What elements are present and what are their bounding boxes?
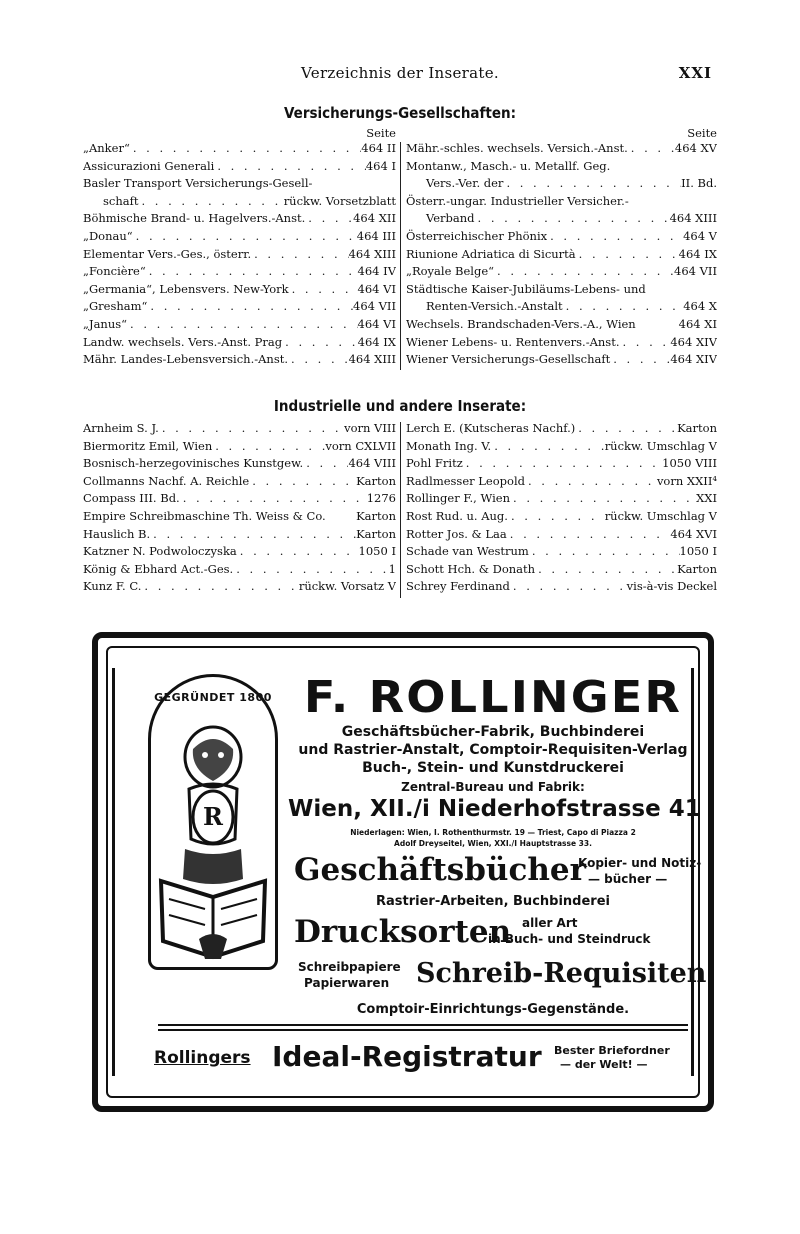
leader-dots: [475, 210, 670, 228]
index-entry: [406, 334, 717, 352]
entry-name: Basler Transport Versicherungs-Gesell-: [83, 176, 313, 191]
entry-page: 464 XIII: [348, 352, 396, 367]
entry-page: rückw. Umschlag V: [604, 438, 717, 453]
leader-dots: [510, 578, 627, 596]
entry-page: 1050 I: [358, 544, 396, 559]
advert-line-1: Geschäftsbücher-Fabrik, Buchbinderei: [341, 724, 645, 740]
leader-dots: [212, 438, 325, 456]
entry-name: Empire Schreibmaschine Th. Weiss & Co.: [83, 508, 326, 523]
index-entry: [406, 526, 717, 544]
index-entry: [83, 420, 396, 438]
leader-dots: [146, 263, 358, 281]
entry-page: 464 XIV: [670, 352, 717, 367]
index-entry: [83, 351, 396, 369]
entry-name: König & Ebhard Act.-Ges.: [83, 561, 234, 576]
leader-dots: [529, 543, 680, 561]
industrial-left-column: [83, 420, 396, 596]
index-entry: [406, 298, 717, 316]
entry-page: 1: [388, 561, 396, 576]
insurance-right-list: [406, 140, 717, 369]
entry-page: vorn XXII⁴: [656, 473, 717, 488]
leader-dots: [491, 438, 604, 456]
entry-name: Arnheim S. J.: [83, 421, 159, 435]
entry-name: „Anker“: [83, 141, 130, 155]
leader-dots: [150, 526, 356, 544]
advert-line-2: und Rastrier-Anstalt, Comptoir-Requisiten-Verlag: [298, 742, 688, 758]
index-entry: [83, 246, 396, 264]
advert-address: Wien, XII./i Niederhofstrasse 41: [288, 796, 701, 822]
advert-branches-2: Adolf Dreyseitel, Wien, XXI./I Hauptstrasse 33.: [394, 839, 592, 848]
leader-dots: [237, 543, 359, 561]
leader-dots: [563, 298, 684, 316]
entry-name: Katzner N. Podwoloczyska: [83, 544, 237, 559]
entry-page: vis-à-vis Deckel: [626, 579, 717, 594]
entry-page: Karton: [356, 508, 396, 523]
entry-page: rückw. Vorsatz V: [298, 579, 396, 594]
index-entry: [406, 561, 717, 579]
entry-name: Österreichischer Phönix: [406, 228, 548, 243]
entry-name: Verband: [426, 211, 475, 226]
advert-line-4: Zentral-Bureau und Fabrik:: [401, 780, 585, 794]
index-entry: [406, 263, 717, 281]
index-entry: [83, 140, 396, 158]
entry-page: 464 XIII: [348, 246, 396, 261]
leader-dots: [507, 526, 671, 544]
index-entry: [83, 316, 396, 334]
index-entry: [406, 578, 717, 596]
entry-page: 464 II: [361, 141, 396, 155]
entry-page: 464 XVI: [670, 526, 717, 541]
advert-branches-1: Niederlagen: Wien, I. Rothenthurmstr. 19 — Triest, Capo di Piazza 2: [350, 828, 636, 837]
entry-name: Vers.-Ver. der: [426, 176, 504, 191]
index-entry: [406, 490, 717, 508]
brand-name: F. ROLLINGER: [303, 672, 683, 723]
index-entry: [83, 473, 396, 491]
index-entry: [406, 455, 717, 473]
entry-page: 464 VII: [674, 264, 717, 279]
entry-page: rückw. Vorsetzblatt: [283, 193, 396, 208]
index-entry: [406, 351, 717, 369]
index-entry: [83, 455, 396, 473]
entry-name: Städtische Kaiser-Jubiläums-Lebens- und: [406, 281, 646, 296]
index-entry: [83, 561, 396, 579]
entry-page: XXI: [696, 491, 717, 506]
index-entry: [83, 210, 396, 228]
leader-dots: [289, 281, 358, 299]
leader-dots: [463, 455, 662, 473]
entry-name: Bosnisch-herzegovinisches Kunstgew.: [83, 456, 304, 471]
advert-bottom-left: Rollingers: [154, 1048, 251, 1068]
entry-name: Mähr.-schles. wechsels. Versich.-Anst.: [406, 141, 628, 155]
insurance-heading: Versicherungs-Gesellschaften:: [283, 104, 517, 122]
entry-name: Kunz F. C.: [83, 579, 142, 594]
seite-label: Seite: [366, 126, 396, 140]
leader-dots: [159, 420, 344, 438]
entry-name: „Gresham“: [83, 299, 148, 314]
advert-line-6: Comptoir-Einrichtungs-Gegenstände.: [356, 1002, 630, 1017]
svg-text:R: R: [203, 802, 223, 831]
industrial-right-column: [406, 420, 717, 596]
lion-emblem: [148, 674, 278, 970]
insurance-right-column: [406, 126, 717, 369]
leader-dots: [130, 140, 361, 158]
entry-name: Assicurazioni Generali: [83, 158, 215, 173]
entry-name: Biermoritz Emil, Wien: [83, 438, 213, 453]
index-entry: [406, 140, 717, 158]
entry-page: 464 XV: [674, 141, 717, 155]
column-divider: [400, 142, 401, 370]
leader-dots: [303, 455, 348, 473]
index-entry: [83, 508, 396, 526]
lion-icon: [155, 709, 271, 965]
index-entry: [406, 281, 717, 299]
index-entry: [83, 334, 396, 352]
entry-name: Renten-Versich.-Anstalt: [426, 299, 563, 314]
leader-dots: [251, 246, 348, 264]
entry-page: 464 XIII: [669, 211, 717, 226]
advert-big-2-side-bottom: in Buch- und Steindruck: [488, 932, 651, 946]
entry-page: 1276: [366, 491, 396, 506]
insurance-left-column: [83, 126, 396, 369]
advert-bottom-right-bottom: — der Welt! —: [560, 1058, 648, 1071]
advert-divider-rule: [158, 1024, 688, 1026]
entry-page: 464 VI: [357, 316, 396, 331]
index-entry: [406, 193, 717, 211]
running-head: [0, 64, 800, 88]
index-entry: [83, 175, 396, 193]
entry-name: Riunione Adriatica di Sicurtà: [406, 246, 576, 261]
entry-page: 464 XII: [353, 211, 396, 226]
index-entry: [406, 420, 717, 438]
leader-dots: [503, 175, 681, 193]
leader-dots: [249, 473, 356, 491]
entry-page: 464 XI: [678, 316, 717, 331]
leader-dots: [147, 298, 353, 316]
leader-dots: [138, 193, 283, 211]
leader-dots: [288, 351, 349, 369]
index-entry: [406, 473, 717, 491]
index-entry: [406, 228, 717, 246]
entry-name: „Royale Belge“: [406, 264, 495, 279]
index-entry: [83, 281, 396, 299]
entry-name: schaft: [103, 193, 139, 208]
index-entry: [406, 158, 717, 176]
leader-dots: [547, 228, 683, 246]
advert-line-3: Buch-, Stein- und Kunstdruckerei: [362, 760, 624, 776]
leader-dots: [127, 316, 358, 334]
advert-big-1-side-bottom: — bücher —: [588, 872, 668, 886]
entry-name: Landw. wechsels. Vers.-Anst. Prag: [83, 334, 283, 349]
entry-page: 464 III: [356, 228, 396, 243]
leader-dots: [133, 228, 357, 246]
advert-big-3: Schreib-Requisiten: [416, 958, 707, 989]
entry-page: 1050 I: [679, 544, 717, 559]
insurance-left-list: [83, 140, 396, 369]
leader-dots: [214, 158, 366, 176]
entry-page: Karton: [677, 421, 717, 435]
page-number: XXI: [678, 64, 712, 82]
index-entry: [406, 543, 717, 561]
column-divider: [400, 422, 401, 598]
entry-name: Pohl Fritz: [406, 456, 463, 471]
emblem-founded-text: GEGRÜNDET 1800: [154, 691, 272, 704]
seite-label: Seite: [687, 126, 717, 140]
entry-name: Böhmische Brand- u. Hagelvers.-Anst.: [83, 211, 306, 226]
leader-dots: [525, 473, 657, 491]
index-entry: [83, 193, 396, 211]
index-entry: [83, 438, 396, 456]
entry-page: Karton: [356, 526, 396, 541]
entry-name: Schrey Ferdinand: [406, 579, 510, 594]
leader-dots: [508, 508, 605, 526]
advert-big-2: Drucksorten: [294, 914, 512, 950]
entry-name: Österr.-ungar. Industrieller Versicher.-: [406, 193, 629, 208]
advert-big-1-side-top: Kopier- und Notiz-: [578, 856, 702, 870]
entry-page: 464 V: [683, 228, 717, 243]
entry-page: 464 XIV: [670, 334, 717, 349]
advert-row-schreib: [288, 958, 707, 998]
entry-name: Collmanns Nachf. A. Reichle: [83, 473, 250, 488]
entry-name: Schade van Westrum: [406, 544, 529, 559]
entry-page: rückw. Umschlag V: [604, 508, 717, 523]
entry-page: Karton: [677, 561, 717, 576]
leader-dots: [305, 210, 353, 228]
entry-name: Hauslich B.: [83, 526, 151, 541]
index-entry: [83, 228, 396, 246]
entry-page: 464 X: [683, 299, 717, 314]
index-entry: [83, 298, 396, 316]
index-entry: [406, 246, 717, 264]
advert-divider-rule: [158, 1029, 688, 1031]
advert-big-2-side-top: aller Art: [522, 916, 578, 930]
index-entry: [83, 263, 396, 281]
entry-name: Elementar Vers.-Ges., österr.: [83, 246, 252, 261]
entry-name: Monath Ing. V.: [406, 438, 492, 453]
index-entry: [83, 490, 396, 508]
entry-page: 464 I: [365, 158, 396, 173]
entry-page: II. Bd.: [681, 176, 717, 191]
entry-page: vorn CXLVII: [325, 438, 396, 453]
index-entry: [406, 210, 717, 228]
leader-dots: [575, 420, 677, 438]
leader-dots: [180, 490, 367, 508]
entry-name: „Janus“: [83, 316, 128, 331]
index-entry: [406, 508, 717, 526]
advert-line-5: Rastrier-Arbeiten, Buchbinderei: [376, 894, 610, 909]
entry-name: Wechsels. Brandschaden-Vers.-A., Wien: [406, 316, 636, 331]
entry-page: 464 IV: [357, 264, 396, 279]
entry-name: Radlmesser Leopold: [406, 473, 525, 488]
industrial-left-list: [83, 420, 396, 596]
leader-dots: [494, 263, 674, 281]
entry-name: Wiener Lebens- u. Rentenvers.-Anst.: [406, 334, 620, 349]
entry-name: Wiener Versicherungs-Gesellschaft: [406, 352, 611, 367]
advert-left-bar: [98, 668, 115, 1076]
leader-dots: [576, 246, 679, 264]
entry-page: Karton: [356, 473, 396, 488]
entry-name: Montanw., Masch.- u. Metallf. Geg.: [406, 158, 611, 173]
advert-big-1: Geschäftsbücher: [294, 852, 586, 888]
entry-name: Schott Hch. & Donath: [406, 561, 536, 576]
advert-small-left-bottom: Papierwaren: [304, 976, 390, 990]
index-entry: [406, 316, 717, 334]
leader-dots: [141, 578, 298, 596]
advert-small-left-top: Schreibpapiere: [298, 960, 401, 974]
leader-dots: [535, 561, 677, 579]
advert-row-geschaeftsbuecher: [288, 852, 702, 892]
entry-page: 1050 VIII: [662, 456, 717, 471]
leader-dots: [510, 490, 696, 508]
entry-name: Rotter Jos. & Laa: [406, 526, 507, 541]
entry-page: 464 VII: [353, 299, 396, 314]
index-entry: [83, 158, 396, 176]
entry-name: Rollinger F., Wien: [406, 491, 511, 506]
index-entry: [83, 578, 396, 596]
advert-row-drucksorten: [288, 914, 698, 954]
index-entry: [83, 543, 396, 561]
leader-dots: [233, 561, 388, 579]
entry-name: „Donau“: [83, 228, 133, 243]
entry-page: 464 VIII: [348, 456, 396, 471]
entry-page: 464 IX: [678, 246, 717, 261]
index-entry: [406, 175, 717, 193]
entry-page: 464 IX: [357, 334, 396, 349]
leader-dots: [282, 334, 358, 352]
page-title: Verzeichnis der Inserate.: [301, 64, 499, 82]
industrial-heading: Industrielle und andere Inserate:: [273, 397, 527, 415]
entry-page: vorn VIII: [344, 421, 396, 435]
entry-name: „Foncière“: [83, 264, 146, 279]
entry-name: Rost Rud. u. Aug.: [406, 508, 508, 523]
leader-dots: [619, 334, 670, 352]
entry-name: „Germania“, Lebensvers. New-York: [83, 281, 289, 296]
entry-name: Lerch E. (Kutscheras Nachf.): [406, 421, 576, 435]
entry-name: Compass III. Bd.: [83, 491, 180, 506]
index-entry: [406, 438, 717, 456]
entry-page: 464 VI: [357, 281, 396, 296]
index-entry: [83, 526, 396, 544]
leader-dots: [628, 140, 675, 158]
rollinger-advertisement: [92, 632, 714, 1112]
advert-bottom-right-top: Bester Briefordner: [554, 1044, 670, 1057]
advert-bottom-main: Ideal-Registratur: [272, 1040, 542, 1073]
industrial-right-list: [406, 420, 717, 596]
entry-name: Mähr. Landes-Lebensversich.-Anst.: [83, 352, 289, 367]
leader-dots: [610, 351, 670, 369]
